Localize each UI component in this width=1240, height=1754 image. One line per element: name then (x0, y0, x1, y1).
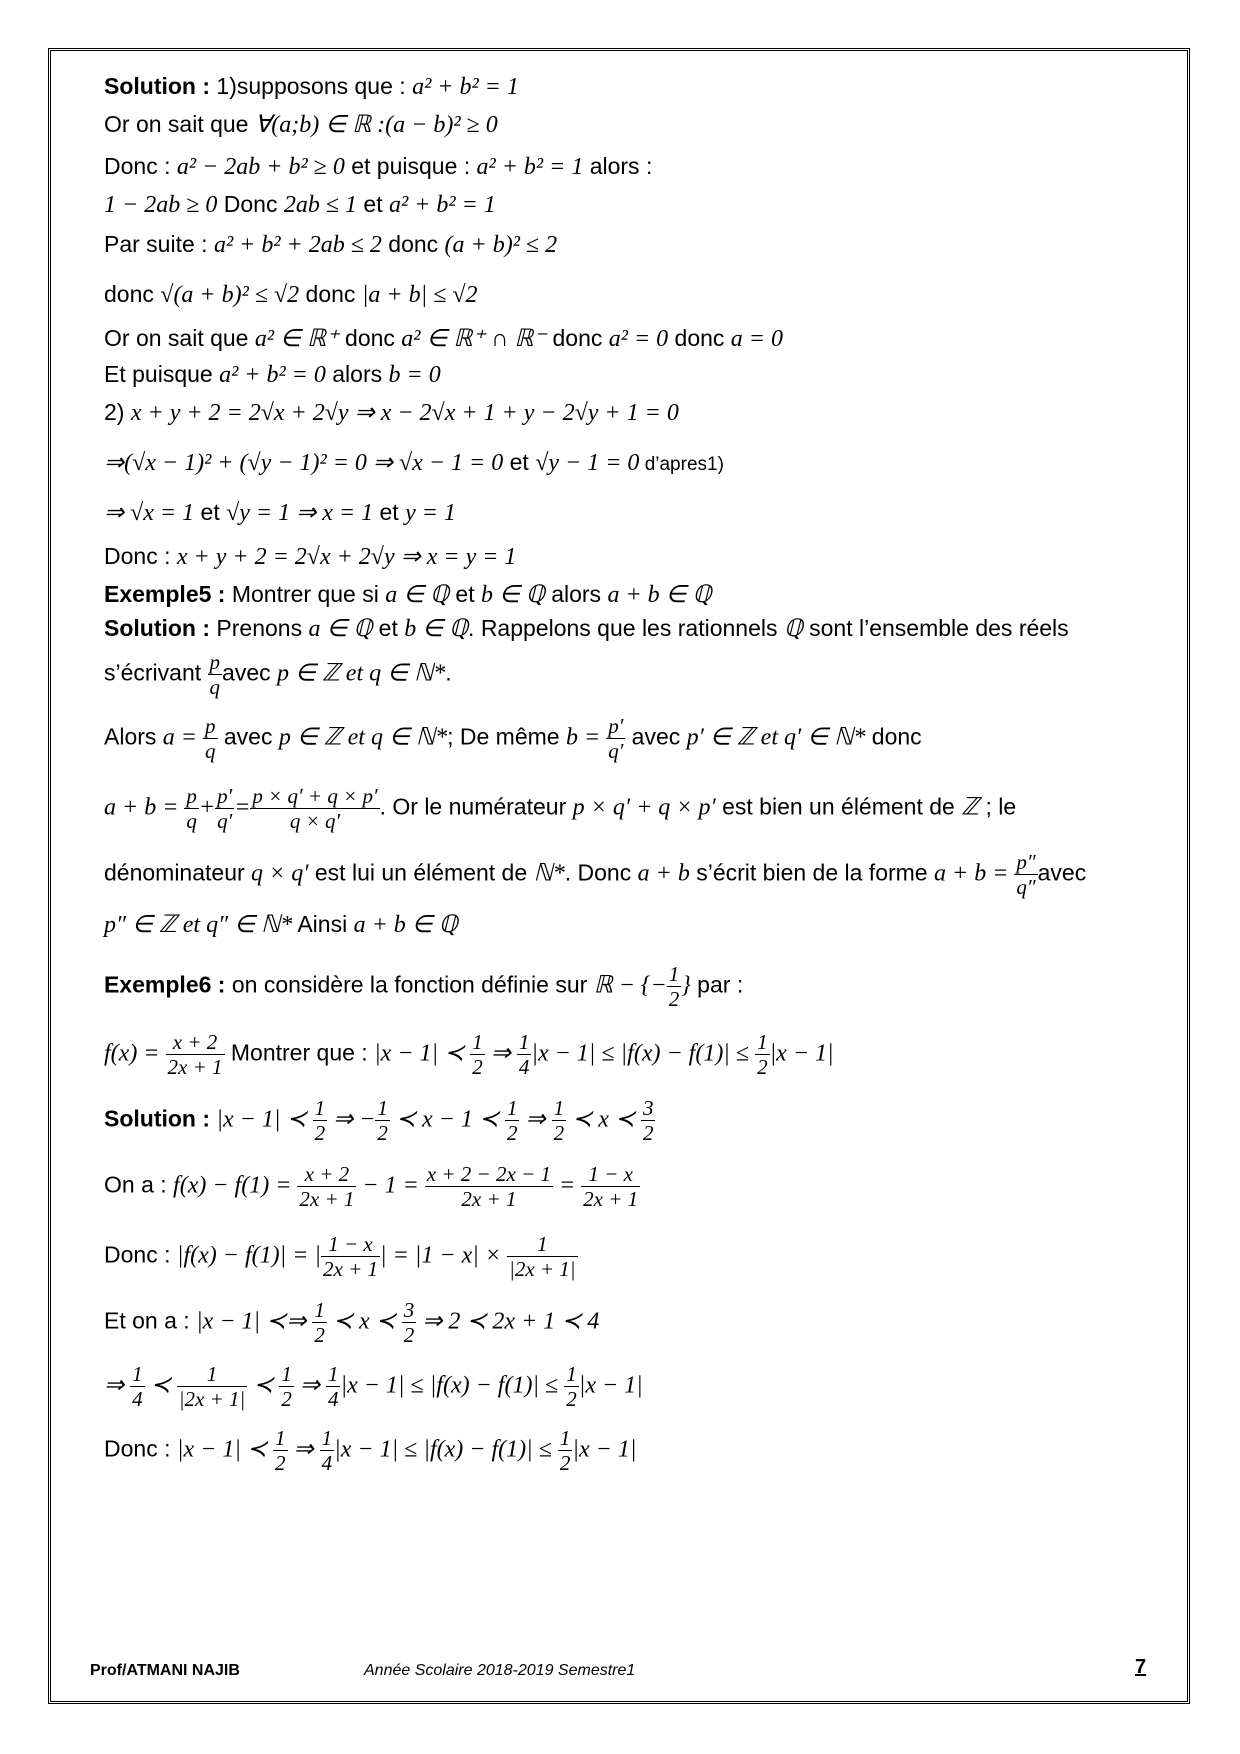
denominator: 2 (472, 1055, 483, 1079)
text: Donc : (104, 543, 177, 569)
denominator: 2 (559, 1451, 571, 1475)
numerator: 1 (518, 1030, 530, 1054)
numerator: 1 − x (581, 1162, 640, 1187)
line-12 (104, 542, 516, 571)
text: Or on sait que (104, 325, 255, 351)
text: 2) (104, 399, 131, 425)
math: 1 − 2ab ≥ 0 (104, 192, 218, 218)
fraction (425, 1162, 553, 1211)
text: et (503, 449, 536, 475)
numerator: 1 (275, 1426, 286, 1450)
text: On a : (104, 1171, 174, 1198)
math: ≺ x − 1 ≺ (389, 1106, 505, 1133)
fraction (517, 1030, 532, 1079)
text: Or on sait que (104, 111, 255, 137)
math: a² + b² = 1 (389, 192, 496, 218)
text: Et puisque (104, 361, 220, 387)
numerator: x + 2 − 2x − 1 (426, 1162, 551, 1186)
fraction-p-over-q (208, 650, 223, 699)
numerator: p × q′ + q × p′ (252, 784, 378, 808)
line-24 (104, 1232, 578, 1281)
denominator: 2x + 1 (583, 1187, 639, 1211)
math: } (681, 972, 691, 999)
numerator: p (205, 714, 216, 738)
math: ⇒ (519, 1106, 552, 1133)
fraction (606, 714, 625, 763)
line-4 (104, 190, 496, 219)
numerator: 1 (321, 1426, 333, 1450)
text: et (357, 191, 389, 217)
numerator: 1 (559, 1426, 571, 1450)
math: a² + b² = 0 (219, 362, 326, 388)
text: Ainsi (292, 911, 354, 937)
text: Donc (217, 191, 284, 217)
fraction (279, 1362, 294, 1411)
denominator: |2x + 1| (178, 1387, 246, 1411)
solution-heading: Solution : (104, 1105, 217, 1132)
fraction (312, 1298, 327, 1347)
heading-label: Solution : (104, 73, 217, 99)
math: |x − 1| ≤ |f(x) − f(1)| ≤ (334, 1436, 558, 1463)
text: donc (381, 231, 445, 257)
numerator: 1 (507, 1232, 578, 1257)
denominator: 4 (321, 1451, 333, 1475)
math: |x − 1| (578, 1372, 643, 1399)
math: a = 0 (730, 326, 783, 352)
fraction (297, 1162, 356, 1211)
math: ℤ (961, 794, 980, 821)
denominator: 2 (314, 1121, 326, 1145)
text: s’écrivant (104, 659, 208, 686)
math: ≺ (247, 1372, 280, 1399)
text: alors : (583, 153, 653, 179)
line-9 (104, 398, 679, 427)
line-5 (104, 230, 557, 259)
line-3 (104, 152, 652, 181)
numerator: x + 2 (166, 1030, 225, 1055)
line-21 (104, 1030, 834, 1079)
fraction (505, 1096, 520, 1145)
math: ℚ (783, 616, 803, 642)
math: |a + b| ≤ √2 (361, 282, 478, 308)
text: avec (217, 723, 279, 750)
fraction (667, 962, 682, 1011)
fraction (320, 1426, 335, 1475)
text: alors (325, 361, 389, 387)
math: a + b = (104, 794, 185, 821)
denominator: q × q′ (289, 809, 341, 833)
math: = (234, 794, 251, 821)
text: . Rappelons que les rationnels (468, 615, 784, 641)
fraction (321, 1232, 380, 1281)
text: Donc : (104, 153, 177, 179)
math: a² = 0 (608, 326, 669, 352)
denominator: 2 (403, 1323, 415, 1347)
math: x + y + 2 = 2√x + 2√y ⇒ x − 2√x + 1 + y − 2√y + 1 = 0 (130, 400, 679, 426)
numerator: 1 (506, 1096, 518, 1120)
denominator: 2x + 1 (167, 1055, 223, 1079)
footer-author: Prof/ATMANI NAJIB (90, 1662, 240, 1679)
text: s’écrit bien de la forme (689, 859, 934, 886)
math: − 1 = (356, 1172, 425, 1199)
math: a² ∈ ℝ⁺ ∩ ℝ⁻ (401, 326, 547, 352)
math: ℕ* (533, 860, 565, 887)
math: |x − 1| (572, 1436, 637, 1463)
math: p″ ∈ ℤ et q″ ∈ ℕ* (104, 912, 293, 938)
denominator: q (186, 809, 197, 833)
math: a = (162, 724, 203, 751)
text: donc (865, 723, 922, 750)
fraction (564, 1362, 579, 1411)
text: Alors (104, 723, 163, 750)
denominator: 2 (506, 1121, 518, 1145)
math: ⇒ √x = 1 (104, 500, 195, 526)
line-7 (104, 324, 783, 353)
fraction (1014, 850, 1037, 899)
text: donc (338, 325, 402, 351)
fraction (402, 1298, 417, 1347)
numerator: 1 (472, 1030, 483, 1054)
numerator: 1 (314, 1298, 325, 1322)
math: a ∈ ℚ (385, 582, 450, 608)
text: Montrer que : (224, 1039, 375, 1066)
math: a + b = (934, 860, 1015, 887)
text: est bien un élément de (715, 793, 962, 820)
fraction (375, 1096, 390, 1145)
numerator: p″ (1016, 850, 1036, 874)
fraction (177, 1362, 248, 1411)
math: y = 1 (405, 500, 456, 526)
text: donc (668, 325, 731, 351)
fraction (581, 1162, 640, 1211)
fraction (558, 1426, 573, 1475)
math: ⇒(√x − 1)² + (√y − 1)² = 0 ⇒ √x − 1 = 0 (104, 450, 504, 476)
line-19 (104, 910, 458, 939)
math: f(x) − f(1) = (173, 1172, 298, 1199)
line-14 (104, 614, 1069, 643)
numerator: 3 (642, 1096, 654, 1120)
denominator: 2 (553, 1121, 565, 1145)
math: ∀(a;b) ∈ ℝ :(a − b)² ≥ 0 (254, 112, 498, 138)
math: p ∈ ℤ et q ∈ ℕ* (278, 724, 448, 751)
denominator: q′ (217, 809, 233, 833)
text: Montrer que si (231, 581, 386, 607)
text: Et on a : (104, 1307, 197, 1334)
numerator: p (209, 650, 221, 674)
math: a² ∈ ℝ⁺ (254, 326, 339, 352)
text: . Or le numérateur (379, 793, 573, 820)
denominator: q′ (608, 739, 624, 763)
fraction (184, 784, 199, 833)
denominator: |2x + 1| (509, 1257, 576, 1281)
math: a² + b² + 2ab ≤ 2 (213, 232, 382, 258)
numerator: p′ (608, 714, 624, 738)
fraction (166, 1030, 225, 1079)
denominator: 2 (281, 1387, 292, 1411)
footer-school-year: Année Scolaire 2018-2019 Semestre1 (364, 1662, 636, 1679)
line-22 (104, 1096, 655, 1145)
text: par : (690, 971, 744, 998)
line-26 (104, 1362, 643, 1411)
line-20 (104, 962, 743, 1011)
fraction (755, 1030, 770, 1079)
denominator: 2x + 1 (299, 1187, 355, 1211)
text: ; De même (447, 723, 566, 750)
fraction (552, 1096, 567, 1145)
fraction (641, 1096, 656, 1145)
fraction (507, 1232, 578, 1281)
math: a + b (637, 860, 690, 887)
numerator: 1 (132, 1362, 143, 1386)
math: a² + b² = 1 (412, 74, 519, 100)
line-11 (104, 498, 456, 527)
math: ⇒ − (327, 1106, 376, 1133)
denominator: 2 (377, 1121, 388, 1145)
text: Prenons (216, 615, 309, 641)
fraction (273, 1426, 288, 1475)
math: |x − 1| ≤ |f(x) − f(1)| ≤ (531, 1040, 756, 1067)
fraction (203, 714, 218, 763)
math: ⇒ (287, 1436, 320, 1463)
math: + (198, 794, 216, 821)
denominator: 2 (757, 1055, 768, 1079)
math: ℝ − {− (593, 972, 667, 999)
text: Par suite : (104, 231, 214, 257)
denominator: 2 (668, 987, 680, 1011)
line-15 (104, 650, 452, 699)
denominator: 2x + 1 (461, 1187, 517, 1211)
math: b = (565, 724, 607, 751)
math: p ∈ ℤ et q ∈ ℕ* (277, 660, 446, 687)
denominator: q″ (1016, 875, 1036, 899)
text: et (194, 499, 227, 525)
math: |x − 1| (769, 1040, 834, 1067)
text: et (372, 615, 405, 641)
text: . (445, 659, 452, 686)
numerator: 1 (177, 1362, 248, 1387)
text: donc (299, 281, 362, 307)
text: sont l’ensemble des réels (802, 615, 1069, 641)
math: √y − 1 = 0 (535, 450, 640, 476)
fraction (250, 784, 379, 833)
denominator: q (209, 675, 221, 699)
math: p′ ∈ ℤ et q′ ∈ ℕ* (686, 724, 866, 751)
numerator: 1 (757, 1030, 768, 1054)
fraction (130, 1362, 145, 1411)
math: a ∈ ℚ (308, 616, 373, 642)
text: ; le (979, 793, 1017, 820)
line-25 (104, 1298, 599, 1347)
text: . Donc (564, 859, 638, 886)
numerator: x + 2 (297, 1162, 356, 1187)
line-27 (104, 1426, 636, 1475)
numerator: 1 (377, 1096, 388, 1120)
text: et (449, 581, 482, 607)
line-23 (104, 1162, 640, 1211)
math: |x − 1| ≺⇒ (196, 1308, 313, 1335)
denominator: 2 (642, 1121, 654, 1145)
math: ≺ (144, 1372, 177, 1399)
line-13 (104, 580, 711, 609)
page-number: 7 (1135, 1656, 1147, 1678)
numerator: 1 (553, 1096, 565, 1120)
line-8 (104, 360, 441, 389)
math: |f(x) − f(1)| = | (176, 1242, 322, 1269)
text: avec (625, 723, 687, 750)
math: |x − 1| ≺ (176, 1436, 274, 1463)
math: |x − 1| ≺ (374, 1040, 471, 1067)
numerator: 3 (403, 1298, 415, 1322)
denominator: 2 (314, 1323, 325, 1347)
denominator: 2 (275, 1451, 286, 1475)
text: est lui un élément de (308, 859, 534, 886)
numerator: 1 − x (321, 1232, 380, 1257)
denominator: 4 (132, 1387, 143, 1411)
math: x + y + 2 = 2√x + 2√y ⇒ x = y = 1 (176, 544, 517, 570)
math: ≺ x ≺ (326, 1308, 402, 1335)
denominator: 4 (327, 1387, 339, 1411)
line-1 (104, 72, 519, 101)
fraction (326, 1362, 341, 1411)
line-18 (104, 850, 1086, 899)
math: | = |1 − x| × (380, 1242, 508, 1269)
line-10 (104, 448, 724, 479)
denominator: 2x + 1 (323, 1257, 379, 1281)
line-6 (104, 280, 478, 309)
math: 2ab ≤ 1 (283, 192, 358, 218)
line-16 (104, 714, 922, 763)
math: √(a + b)² ≤ √2 (160, 282, 300, 308)
math: ⇒ 2 ≺ 2x + 1 ≺ 4 (416, 1308, 600, 1335)
text: on considère la fonction définie sur (231, 971, 594, 998)
math: b ∈ ℚ (404, 616, 469, 642)
text: donc (546, 325, 609, 351)
text: 1)supposons que : (216, 73, 413, 99)
math: √y = 1 ⇒ x = 1 (226, 500, 374, 526)
text: alors (544, 581, 608, 607)
math: |x − 1| ≤ |f(x) − f(1)| ≤ (340, 1372, 565, 1399)
math: = (552, 1172, 582, 1199)
numerator: 1 (566, 1362, 577, 1386)
example-heading: Exemple6 : (104, 971, 232, 998)
math: a² + b² = 1 (476, 154, 584, 180)
text: et (373, 499, 406, 525)
heading-label: Exemple5 : (104, 581, 232, 607)
fraction (470, 1030, 485, 1079)
numerator: 1 (314, 1096, 326, 1120)
text: d’apres1) (639, 454, 724, 475)
text: dénominateur (104, 859, 252, 886)
math: ⇒ (104, 1372, 131, 1399)
denominator: 4 (518, 1055, 530, 1079)
text: avec (1037, 859, 1087, 886)
heading-label: Solution : (104, 615, 217, 641)
line-2 (104, 110, 498, 139)
math: a + b ∈ ℚ (353, 912, 458, 938)
math: (a + b)² ≤ 2 (444, 232, 558, 258)
denominator: q (205, 739, 216, 763)
denominator: 2 (566, 1387, 577, 1411)
text: Donc : (104, 1241, 177, 1268)
math: ⇒ (484, 1040, 517, 1067)
math: f(x) = (104, 1040, 166, 1067)
numerator: 1 (668, 962, 680, 986)
math: q × q′ (251, 860, 309, 887)
math: a² − 2ab + b² ≥ 0 (176, 154, 345, 180)
math: ⇒ (293, 1372, 326, 1399)
math: p × q′ + q × p′ (572, 794, 716, 821)
math: b = 0 (388, 362, 441, 388)
text: avec (222, 659, 278, 686)
math: a + b ∈ ℚ (607, 582, 712, 608)
math: ≺ x ≺ (566, 1106, 641, 1133)
line-17 (104, 784, 1016, 833)
fraction (313, 1096, 328, 1145)
numerator: 1 (281, 1362, 292, 1386)
numerator: 1 (327, 1362, 339, 1386)
text: Donc : (104, 1435, 177, 1462)
math: b ∈ ℚ (481, 582, 545, 608)
text: et puisque : (344, 153, 477, 179)
text: donc (104, 281, 161, 307)
math: |x − 1| ≺ (216, 1106, 313, 1133)
numerator: p (186, 784, 197, 808)
numerator: p′ (217, 784, 233, 808)
fraction (215, 784, 234, 833)
